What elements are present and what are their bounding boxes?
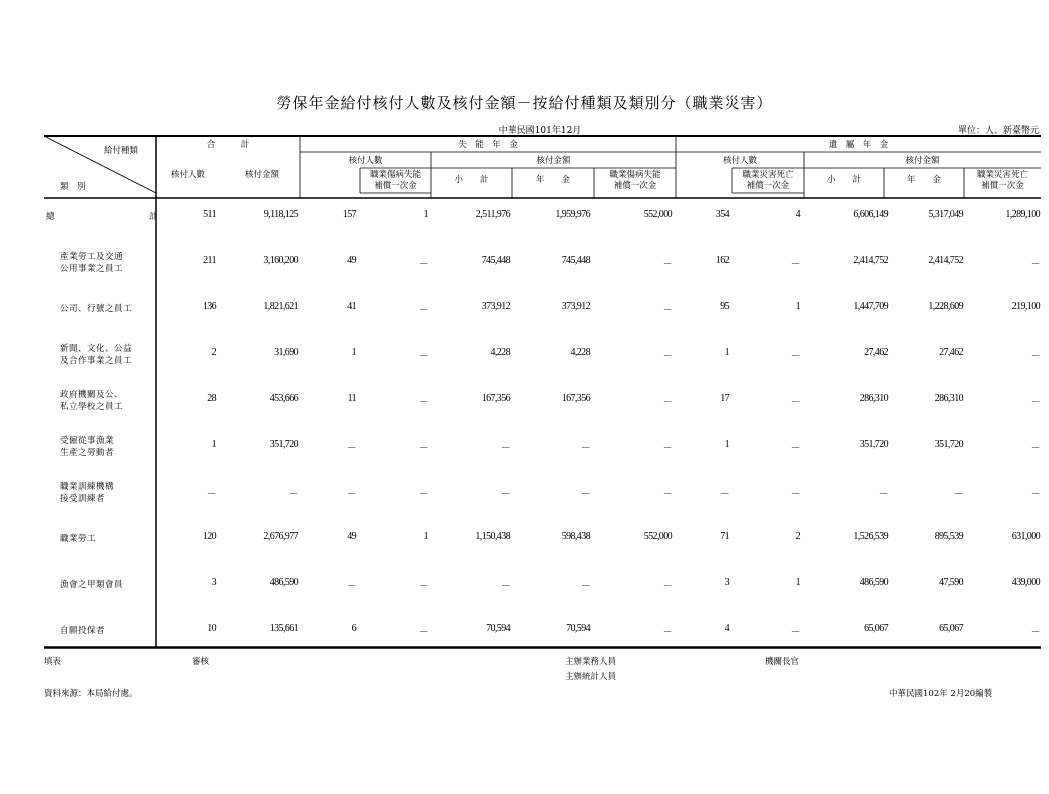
table-cell: －: [346, 489, 356, 500]
table-cell: 2: [211, 347, 216, 358]
header-occ-death-line1: 職業災害死亡: [742, 170, 794, 180]
table-cell: 2,414,752: [853, 255, 888, 266]
table-cell: －: [580, 489, 590, 500]
table-cell: 2,511,976: [475, 209, 510, 220]
header-disability-group: 失 能 年 金: [458, 140, 518, 150]
table-cell: －: [790, 489, 800, 500]
footer-table-maker: 填表: [44, 657, 62, 667]
row-category-line: 漁會之甲類會員: [60, 580, 124, 590]
header-occ-disease-line2: 補償一次金: [374, 181, 417, 191]
table-cell: 351,720: [859, 439, 888, 450]
table-cell: 373,912: [561, 301, 590, 312]
table-cell: 1,959,976: [555, 209, 590, 220]
table-cell: －: [418, 259, 428, 270]
footer-statistics-officer: 主辦統計人員: [565, 672, 617, 682]
table-cell: 95: [720, 301, 729, 312]
table-cell: －: [500, 443, 510, 454]
table-cell: －: [662, 305, 672, 316]
table-cell: 1: [351, 347, 356, 358]
table-cell: 354: [715, 209, 729, 220]
table-cell: －: [346, 443, 356, 454]
table-cell: 4,228: [490, 347, 510, 358]
header-corner-bottom: 類 別: [60, 182, 86, 192]
table-cell: 135,661: [269, 623, 298, 634]
row-category: [60, 435, 160, 459]
table-cell: 167,356: [561, 393, 590, 404]
table-cell: 70,594: [486, 623, 510, 634]
row-category-line: 產業勞工及交通: [60, 252, 124, 262]
row-category-line: 私立學校之員工: [60, 402, 124, 412]
header-survivor-count: 核付人數: [722, 156, 757, 166]
table-cell: 49: [347, 531, 356, 542]
table-cell: －: [1030, 627, 1040, 638]
table-cell: －: [662, 259, 672, 270]
table-cell: －: [662, 581, 672, 592]
table-cell: 2,414,752: [928, 255, 963, 266]
table-cell: －: [500, 581, 510, 592]
row-category-line: 自願投保者: [60, 626, 106, 636]
table-cell: 3: [724, 577, 729, 588]
row-category: [60, 481, 160, 505]
row-category-line: 新聞、文化、公益: [60, 344, 133, 354]
table-cell: －: [719, 489, 729, 500]
table-cell: 1,289,100: [1005, 209, 1040, 220]
table-cell: 219,100: [1011, 301, 1040, 312]
table-cell: －: [580, 443, 590, 454]
table-cell: －: [418, 489, 428, 500]
table-cell: 373,912: [481, 301, 510, 312]
table-cell: 2: [795, 531, 800, 542]
table-cell: －: [418, 305, 428, 316]
table-cell: 4: [724, 623, 729, 634]
table-cell: 6: [351, 623, 356, 634]
table-cell: 65,067: [939, 623, 963, 634]
table-cell: －: [418, 443, 428, 454]
table-cell: －: [1030, 351, 1040, 362]
table-cell: －: [790, 627, 800, 638]
table-cell: 1,526,539: [853, 531, 888, 542]
table-cell: －: [662, 627, 672, 638]
table-cell: －: [206, 489, 216, 500]
table-cell: 71: [720, 531, 729, 542]
table-cell: 1,447,709: [853, 301, 888, 312]
footer-source: 資料來源：本局給付處。: [44, 689, 138, 699]
table-cell: －: [662, 489, 672, 500]
table-cell: －: [953, 489, 963, 500]
row-category-line: 接受訓練者: [60, 494, 106, 504]
table-cell: 745,448: [481, 255, 510, 266]
header-occ-disease-line1: 職業傷病失能: [369, 170, 421, 180]
table-cell: 453,666: [269, 393, 298, 404]
table-cell: 65,067: [864, 623, 888, 634]
header-disability-annuity: 年 金: [535, 175, 570, 185]
table-cell: －: [878, 489, 888, 500]
table-cell: 157: [342, 209, 356, 220]
header-disability-amount: 核付金額: [536, 156, 571, 166]
table-cell: 47,590: [939, 577, 963, 588]
footer-compiled-date: 中華民國102年 2月20編製: [889, 689, 993, 699]
header-disability-count: 核付人數: [348, 156, 383, 166]
table-cell: 1,150,438: [475, 531, 510, 542]
table-cell: 162: [715, 255, 729, 266]
table-cell: 17: [720, 393, 729, 404]
table-cell: －: [790, 397, 800, 408]
table-cell: 1,228,609: [928, 301, 963, 312]
table-cell: －: [662, 397, 672, 408]
row-category: [60, 533, 160, 545]
table-cell: 6,606,149: [853, 209, 888, 220]
table-grid: [44, 135, 1041, 649]
table-cell: －: [662, 443, 672, 454]
table-cell: 211: [203, 255, 216, 266]
table-cell: 439,000: [1011, 577, 1040, 588]
header-survivor-annuity: 年 金: [906, 175, 941, 185]
table-cell: －: [1030, 397, 1040, 408]
table-cell: 895,539: [934, 531, 963, 542]
table-cell: 27,462: [864, 347, 888, 358]
table-cell: 486,590: [859, 577, 888, 588]
table-cell: 31,690: [274, 347, 298, 358]
table-cell: －: [1030, 443, 1040, 454]
table-cell: 49: [347, 255, 356, 266]
table-cell: －: [790, 351, 800, 362]
table-cell: 351,720: [934, 439, 963, 450]
table-cell: 3,160,200: [263, 255, 298, 266]
footer-reviewer: 審核: [192, 657, 210, 667]
table-cell: 1: [423, 209, 428, 220]
row-category: [60, 389, 160, 413]
footer-business-officer: 主辦業務人員: [565, 657, 617, 667]
report-date: 中華民國101年12月: [498, 126, 582, 136]
header-disability-subtotal: 小 計: [454, 175, 489, 185]
table-cell: －: [418, 581, 428, 592]
row-category-line: 公司、行號之員工: [60, 304, 133, 314]
footer-head: 機關長官: [765, 657, 800, 667]
page-title: 勞保年金給付核付人數及核付金額－按給付種類及類別分（職業災害）: [276, 94, 773, 112]
table-cell: 631,000: [1011, 531, 1040, 542]
table-cell: 1: [795, 577, 800, 588]
header-occ-death2-line2: 補償一次金: [981, 181, 1024, 191]
table-cell: 11: [347, 393, 356, 404]
table-cell: 10: [207, 623, 216, 634]
row-category-line: 職業勞工: [60, 534, 97, 544]
table-cell: 3: [211, 577, 216, 588]
row-category-line: 總 計: [46, 212, 158, 222]
table-cell: 745,448: [561, 255, 590, 266]
table-cell: －: [418, 627, 428, 638]
header-total-count: 核付人數: [170, 170, 205, 180]
table-cell: 4: [795, 209, 800, 220]
table-cell: 598,438: [561, 531, 590, 542]
table-frame: [44, 135, 1041, 649]
header-total-amount: 核付金額: [244, 170, 279, 180]
table-cell: －: [790, 443, 800, 454]
header-occ-death2-line1: 職業災害死亡: [976, 170, 1028, 180]
header-survivor-group: 遺 屬 年 金: [828, 140, 889, 150]
table-cell: －: [580, 581, 590, 592]
table-cell: 41: [347, 301, 356, 312]
row-category-line: 職業訓練機構: [60, 482, 115, 492]
row-category-line: 政府機關及公、: [60, 390, 124, 400]
table-cell: －: [288, 489, 298, 500]
table-cell: －: [1030, 489, 1040, 500]
table-cell: 486,590: [269, 577, 298, 588]
table-cell: 1: [211, 439, 216, 450]
table-cell: －: [1030, 259, 1040, 270]
header-survivor-amount: 核付金額: [905, 156, 940, 166]
table-cell: 5,317,049: [928, 209, 963, 220]
row-category-line: 公用事業之員工: [60, 264, 124, 274]
table-cell: 28: [207, 393, 216, 404]
row-category: [60, 343, 160, 367]
row-category-line: 生產之勞動者: [60, 448, 115, 458]
table-cell: 286,310: [934, 393, 963, 404]
table-cell: 136: [202, 301, 216, 312]
row-category: [60, 579, 160, 591]
header-total-group: 合 計: [206, 140, 250, 150]
table-cell: 1: [423, 531, 428, 542]
table-cell: 2,676,977: [263, 531, 298, 542]
table-cell: 1: [795, 301, 800, 312]
row-category: [46, 211, 158, 223]
table-cell: －: [790, 259, 800, 270]
row-category-line: 受僱從事漁業: [60, 436, 115, 446]
table-cell: 1: [724, 347, 729, 358]
table-cell: 511: [203, 209, 216, 220]
table-cell: 1,821,621: [263, 301, 298, 312]
header-occ-disease2-line2: 補償一次金: [613, 181, 657, 191]
table-cell: 70,594: [566, 623, 590, 634]
table-cell: －: [662, 351, 672, 362]
table-cell: 552,000: [643, 531, 672, 542]
unit-label: 單位：人、新臺幣元: [957, 126, 1039, 136]
table-cell: 167,356: [481, 393, 510, 404]
header-survivor-subtotal: 小 計: [826, 175, 861, 185]
row-category: [60, 303, 160, 315]
row-category: [60, 251, 160, 275]
table-cell: 120: [202, 531, 216, 542]
table-cell: 9,118,125: [263, 209, 298, 220]
table-cell: －: [346, 581, 356, 592]
header-corner-top: 給付種類: [104, 146, 139, 156]
header-occ-disease2-line1: 職業傷病失能: [609, 170, 661, 180]
table-cell: 552,000: [643, 209, 672, 220]
table-cell: 351,720: [269, 439, 298, 450]
table-cell: 1: [724, 439, 729, 450]
header-occ-death-line2: 補償一次金: [746, 181, 790, 191]
table-cell: 27,462: [939, 347, 963, 358]
row-category-line: 及合作事業之員工: [60, 356, 133, 366]
row-category: [60, 625, 160, 637]
table-cell: 286,310: [859, 393, 888, 404]
table-cell: －: [500, 489, 510, 500]
table-cell: －: [418, 397, 428, 408]
table-cell: －: [418, 351, 428, 362]
table-cell: 4,228: [570, 347, 590, 358]
